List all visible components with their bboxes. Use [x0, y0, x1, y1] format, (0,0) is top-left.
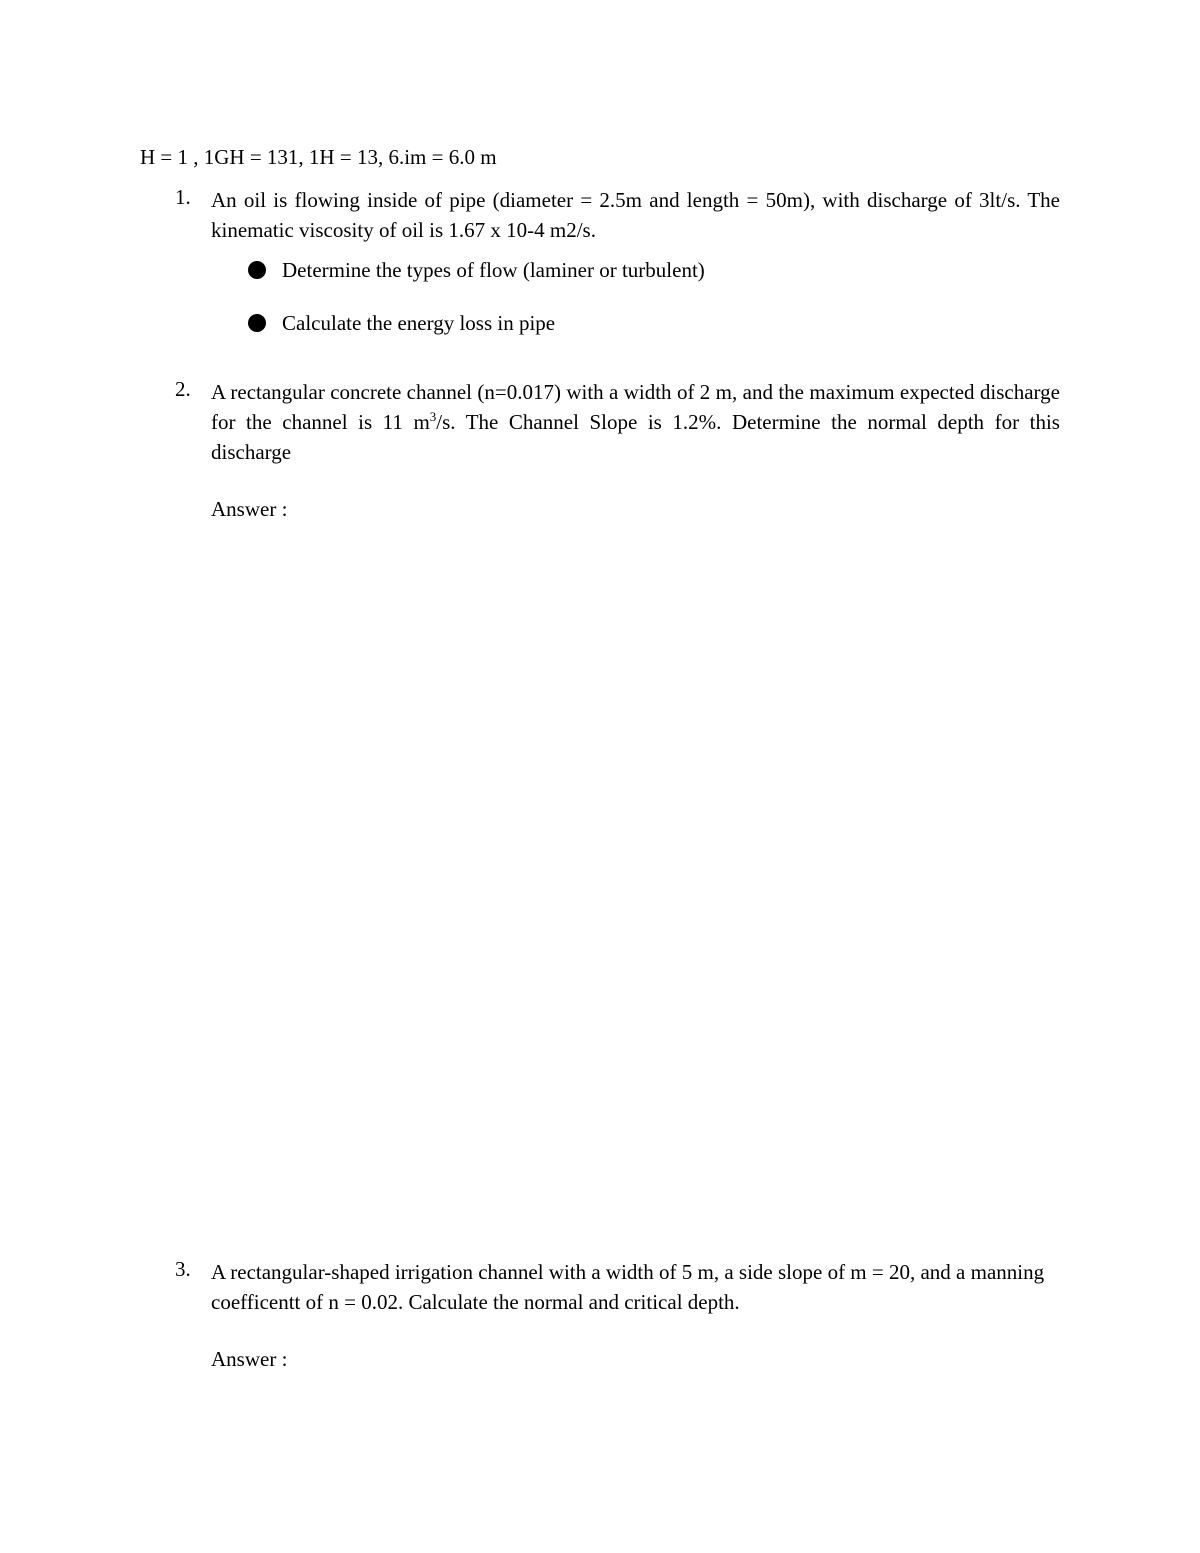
- superscript: 3: [429, 409, 437, 424]
- given-values-line: H = 1 , 1GH = 131, 1H = 13, 6.im = 6.0 m: [140, 145, 497, 169]
- question-text: A rectangular concrete channel (n=0.017) with a width of 2 m, and the maximum expected discharge for the channel is 11 $m^3/s$. The Channel Slope is 1.2%. Determine the normal depth for this discharge: [211, 380, 1060, 464]
- bullet-icon: [248, 261, 266, 279]
- bullet-icon: [248, 314, 266, 332]
- question-number: 2.: [175, 377, 191, 401]
- question-text: An oil is flowing inside of pipe (diameter = 2.5m and length = 50m), with discharge of 3lt/s. The kinematic viscosity of oil is 1.67 x 10-4 m2/s.: [211, 188, 1060, 242]
- question-3: [140, 1257, 1060, 1317]
- task-text: Calculate the energy loss in pipe: [282, 311, 556, 335]
- question-2: [140, 377, 1060, 467]
- list-item: [248, 258, 705, 283]
- question-text: A rectangular-shaped irrigation channel with a width of 5 m, a side slope of m = 20, and a manning coefficentt of n = 0.02. Calculate the normal and critical depth.: [211, 1260, 1045, 1314]
- question-number: 1.: [175, 185, 191, 209]
- list-item: [248, 311, 555, 336]
- task-text: Determine the types of flow (laminer or turbulent): [282, 258, 705, 282]
- question-1: [140, 185, 1060, 245]
- answer-label: Answer :: [211, 497, 288, 521]
- question-number: 3.: [175, 1257, 191, 1281]
- answer-label: Answer :: [211, 1347, 288, 1371]
